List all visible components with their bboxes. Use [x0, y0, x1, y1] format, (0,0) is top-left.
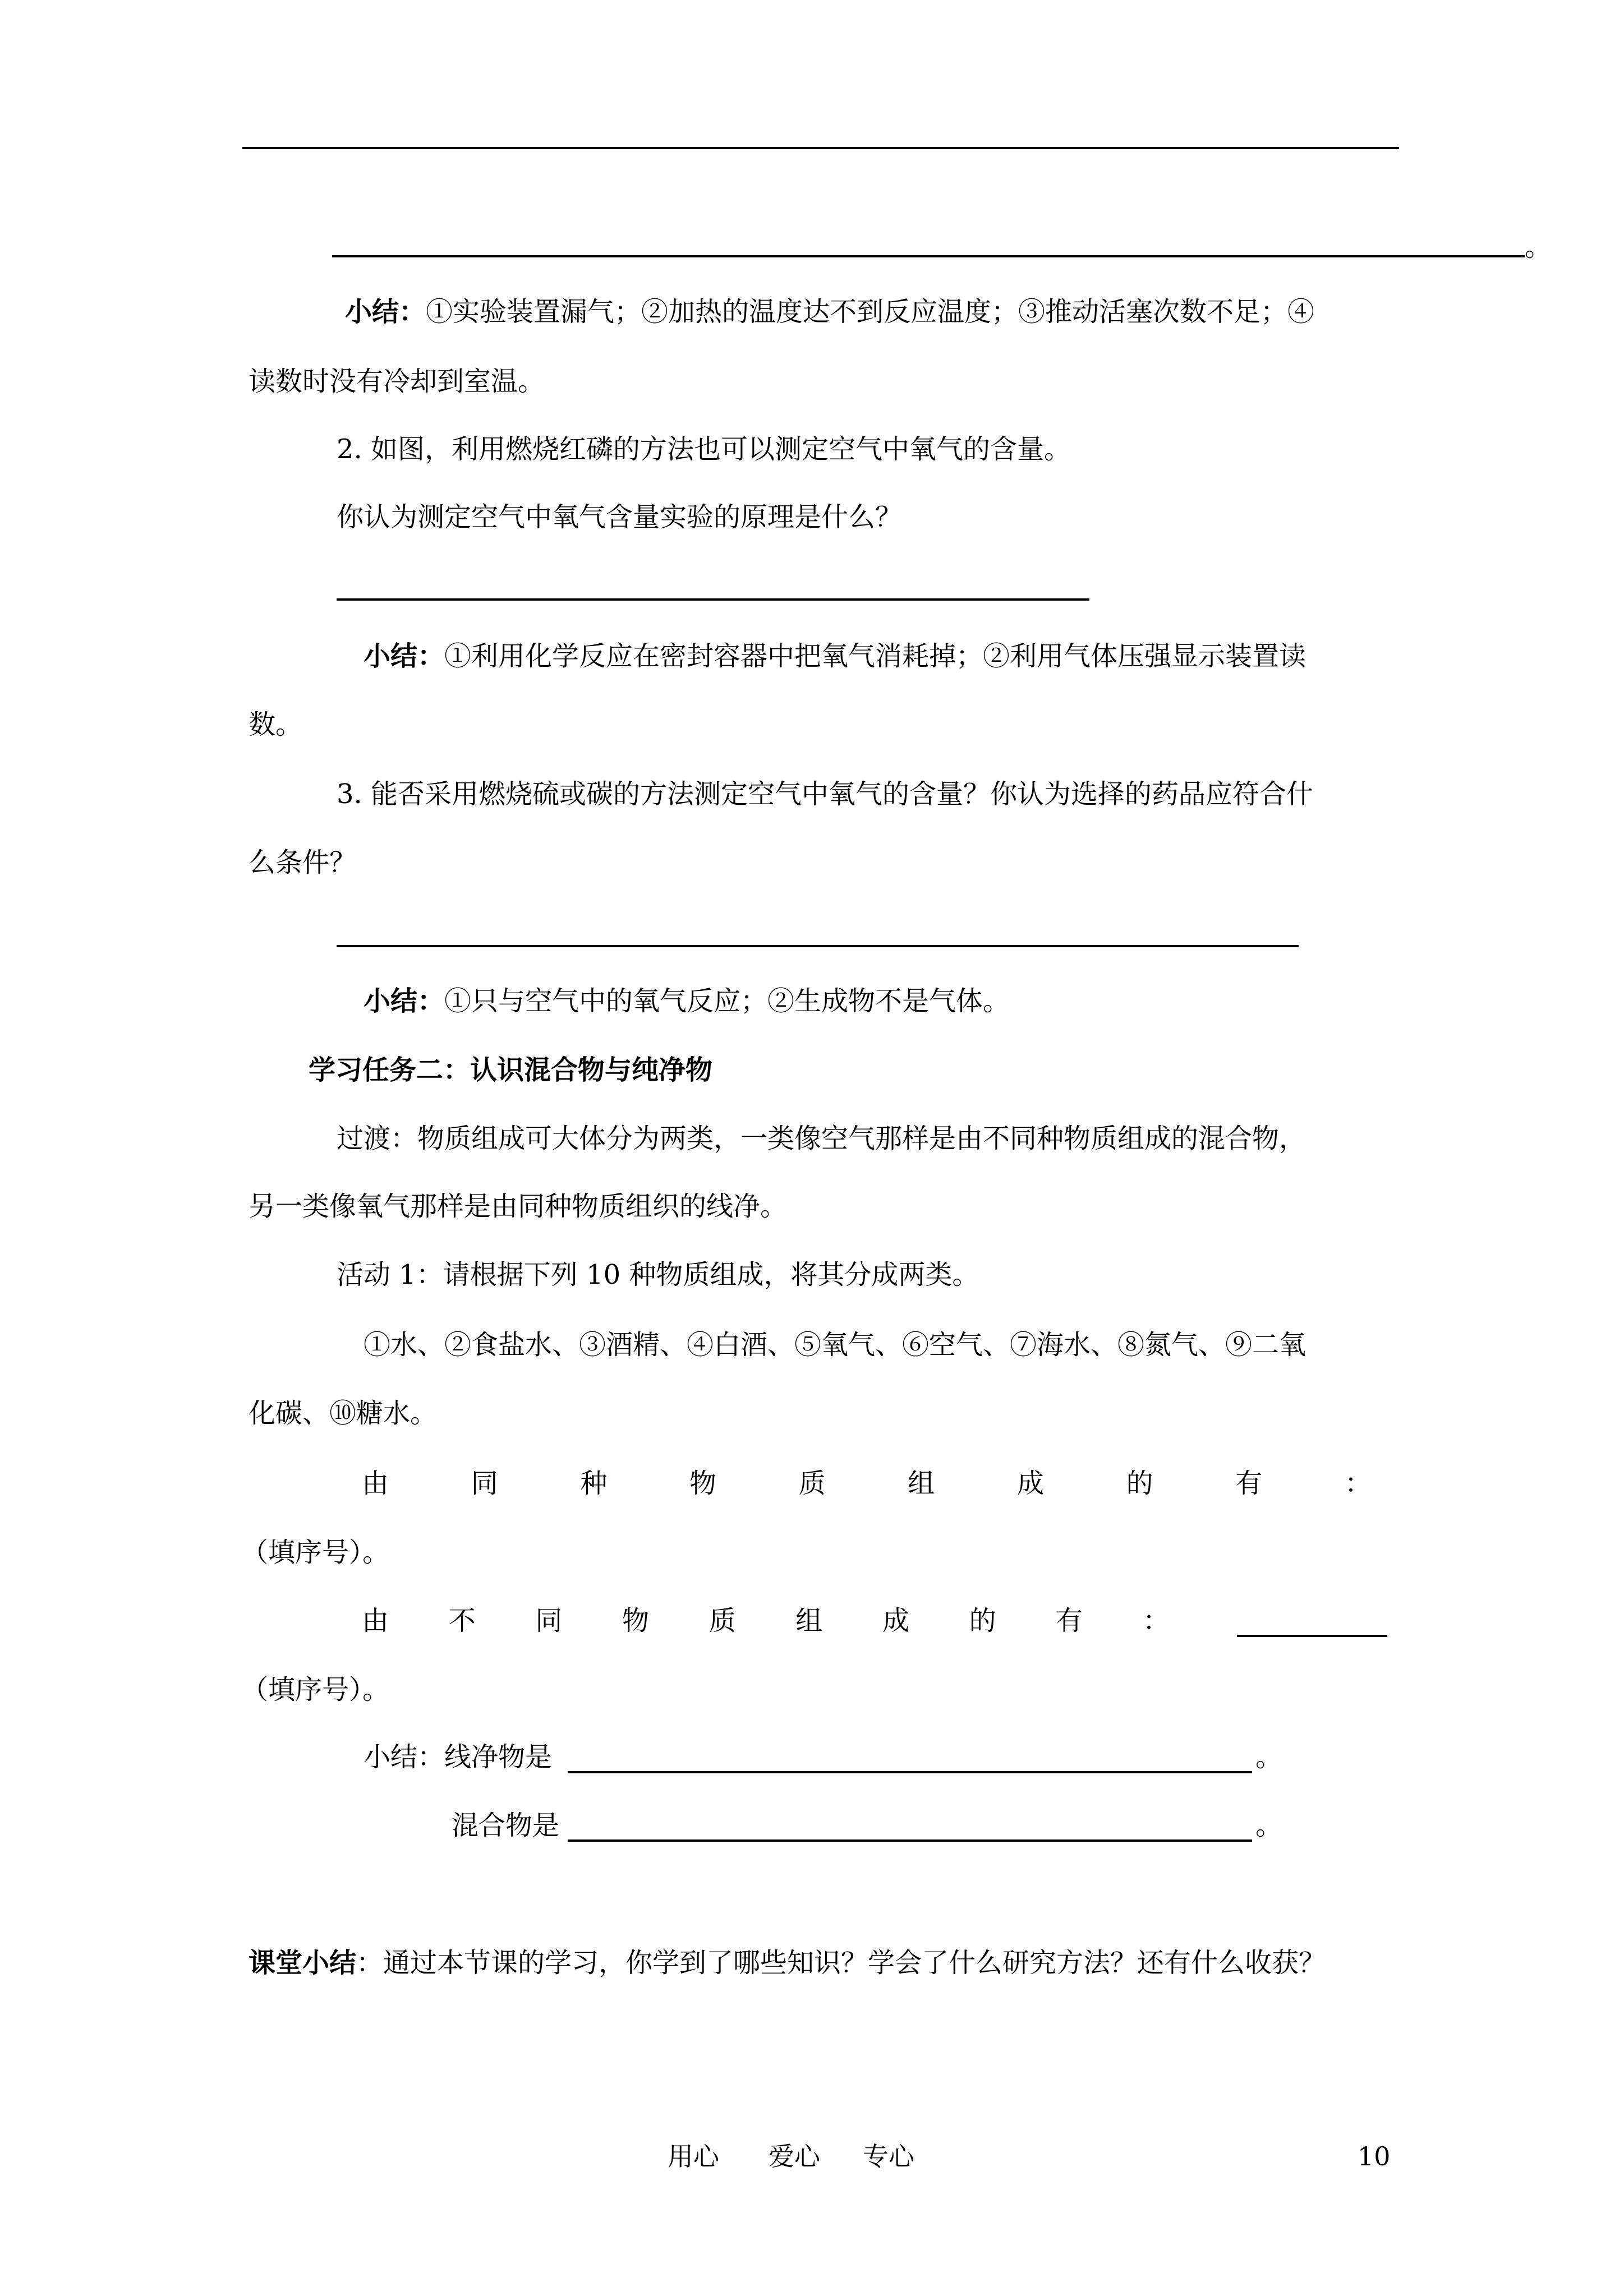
period-mark: 。	[1255, 1810, 1283, 1841]
pure-summary-label: 小结：线净物是	[364, 1741, 553, 1773]
transition-1: 过渡：物质组成可大体分为两类，一类像空气那样是由不同种物质组成的混合物，	[337, 1123, 1306, 1154]
summary-2	[364, 640, 1306, 673]
footer-right: 专心	[863, 2141, 914, 2171]
summary-1	[345, 296, 1314, 329]
class-summary-label: 课堂小结	[249, 1947, 357, 1979]
class-summary	[249, 1947, 1326, 1980]
char: 质	[709, 1605, 736, 1636]
answer-line	[332, 255, 1525, 257]
summary-label: 小结：	[345, 296, 426, 328]
period-mark: 。	[1525, 231, 1552, 262]
summary-label: 小结：	[364, 640, 445, 672]
char: ：	[1344, 1468, 1372, 1499]
char: 成	[1016, 1468, 1044, 1499]
summary-text: ①只与空气中的氧气反应；②生成物不是气体。	[444, 985, 1010, 1017]
char: 成	[882, 1605, 909, 1636]
summary-label: 小结：	[364, 985, 445, 1017]
question-2: 2. 如图，利用燃烧红磷的方法也可以测定空气中氧气的含量。	[337, 434, 1071, 465]
period-mark: 。	[1255, 1741, 1283, 1773]
char: 质	[798, 1468, 826, 1499]
page-number: 10	[1358, 2141, 1391, 2171]
task-heading: 学习任务二：认识混合物与纯净物	[309, 1054, 713, 1086]
char: 物	[689, 1468, 716, 1499]
answer-line	[1237, 1635, 1387, 1637]
summary-text: ①实验装置漏气；②加热的温度达不到反应温度；③推动活塞次数不足；④	[426, 296, 1315, 328]
activity-1: 活动 1：请根据下列 10 种物质组成，将其分成两类。	[337, 1259, 979, 1290]
char: 由	[362, 1468, 389, 1499]
substance-list-1: ①水、②食盐水、③酒精、④白酒、⑤氧气、⑥空气、⑦海水、⑧氮气、⑨二氧	[364, 1329, 1306, 1361]
question-2-prompt: 你认为测定空气中氧气含量实验的原理是什么？	[337, 501, 903, 533]
summary-text: ①利用化学反应在密封容器中把氧气消耗掉；②利用气体压强显示装置读	[444, 640, 1306, 672]
question-3-cont: 么条件？	[249, 847, 357, 878]
footer-left: 用心	[668, 2141, 719, 2171]
answer-line	[568, 1771, 1252, 1773]
char: 同	[535, 1605, 563, 1636]
same-substance-row	[362, 1468, 1372, 1500]
char: 的	[1126, 1468, 1153, 1499]
char: 的	[969, 1605, 996, 1636]
char: 同	[471, 1468, 498, 1499]
header-rule	[242, 147, 1399, 149]
char: 组	[908, 1468, 935, 1499]
substance-list-2: 化碳、⑩糖水。	[249, 1398, 438, 1429]
summary-2-cont: 数。	[249, 709, 303, 740]
fill-hint: （填序号）。	[241, 1674, 390, 1705]
char: 组	[795, 1605, 823, 1636]
answer-line	[337, 598, 1089, 601]
question-3: 3. 能否采用燃烧硫或碳的方法测定空气中氧气的含量？你认为选择的药品应符合什	[337, 778, 1314, 810]
fill-hint: （填序号）。	[241, 1537, 390, 1568]
char: 由	[362, 1605, 389, 1636]
mix-summary-label: 混合物是	[452, 1810, 560, 1841]
answer-line	[337, 945, 1299, 947]
class-summary-text: ：通过本节课的学习，你学到了哪些知识？学会了什么研究方法？还有什么收获？	[356, 1947, 1326, 1979]
char: 有	[1056, 1605, 1083, 1636]
summary-1-cont: 读数时没有冷却到室温。	[249, 366, 545, 397]
char: 不	[448, 1605, 476, 1636]
footer-mid: 爱心	[769, 2141, 820, 2171]
char: 种	[580, 1468, 608, 1499]
char: ：	[1142, 1605, 1170, 1636]
char: 物	[622, 1605, 649, 1636]
transition-2: 另一类像氧气那样是由同种物质组织的线净。	[249, 1191, 788, 1222]
char: 有	[1235, 1468, 1263, 1499]
answer-line	[568, 1839, 1252, 1842]
diff-substance-row	[362, 1605, 1170, 1638]
summary-3	[364, 985, 1010, 1018]
